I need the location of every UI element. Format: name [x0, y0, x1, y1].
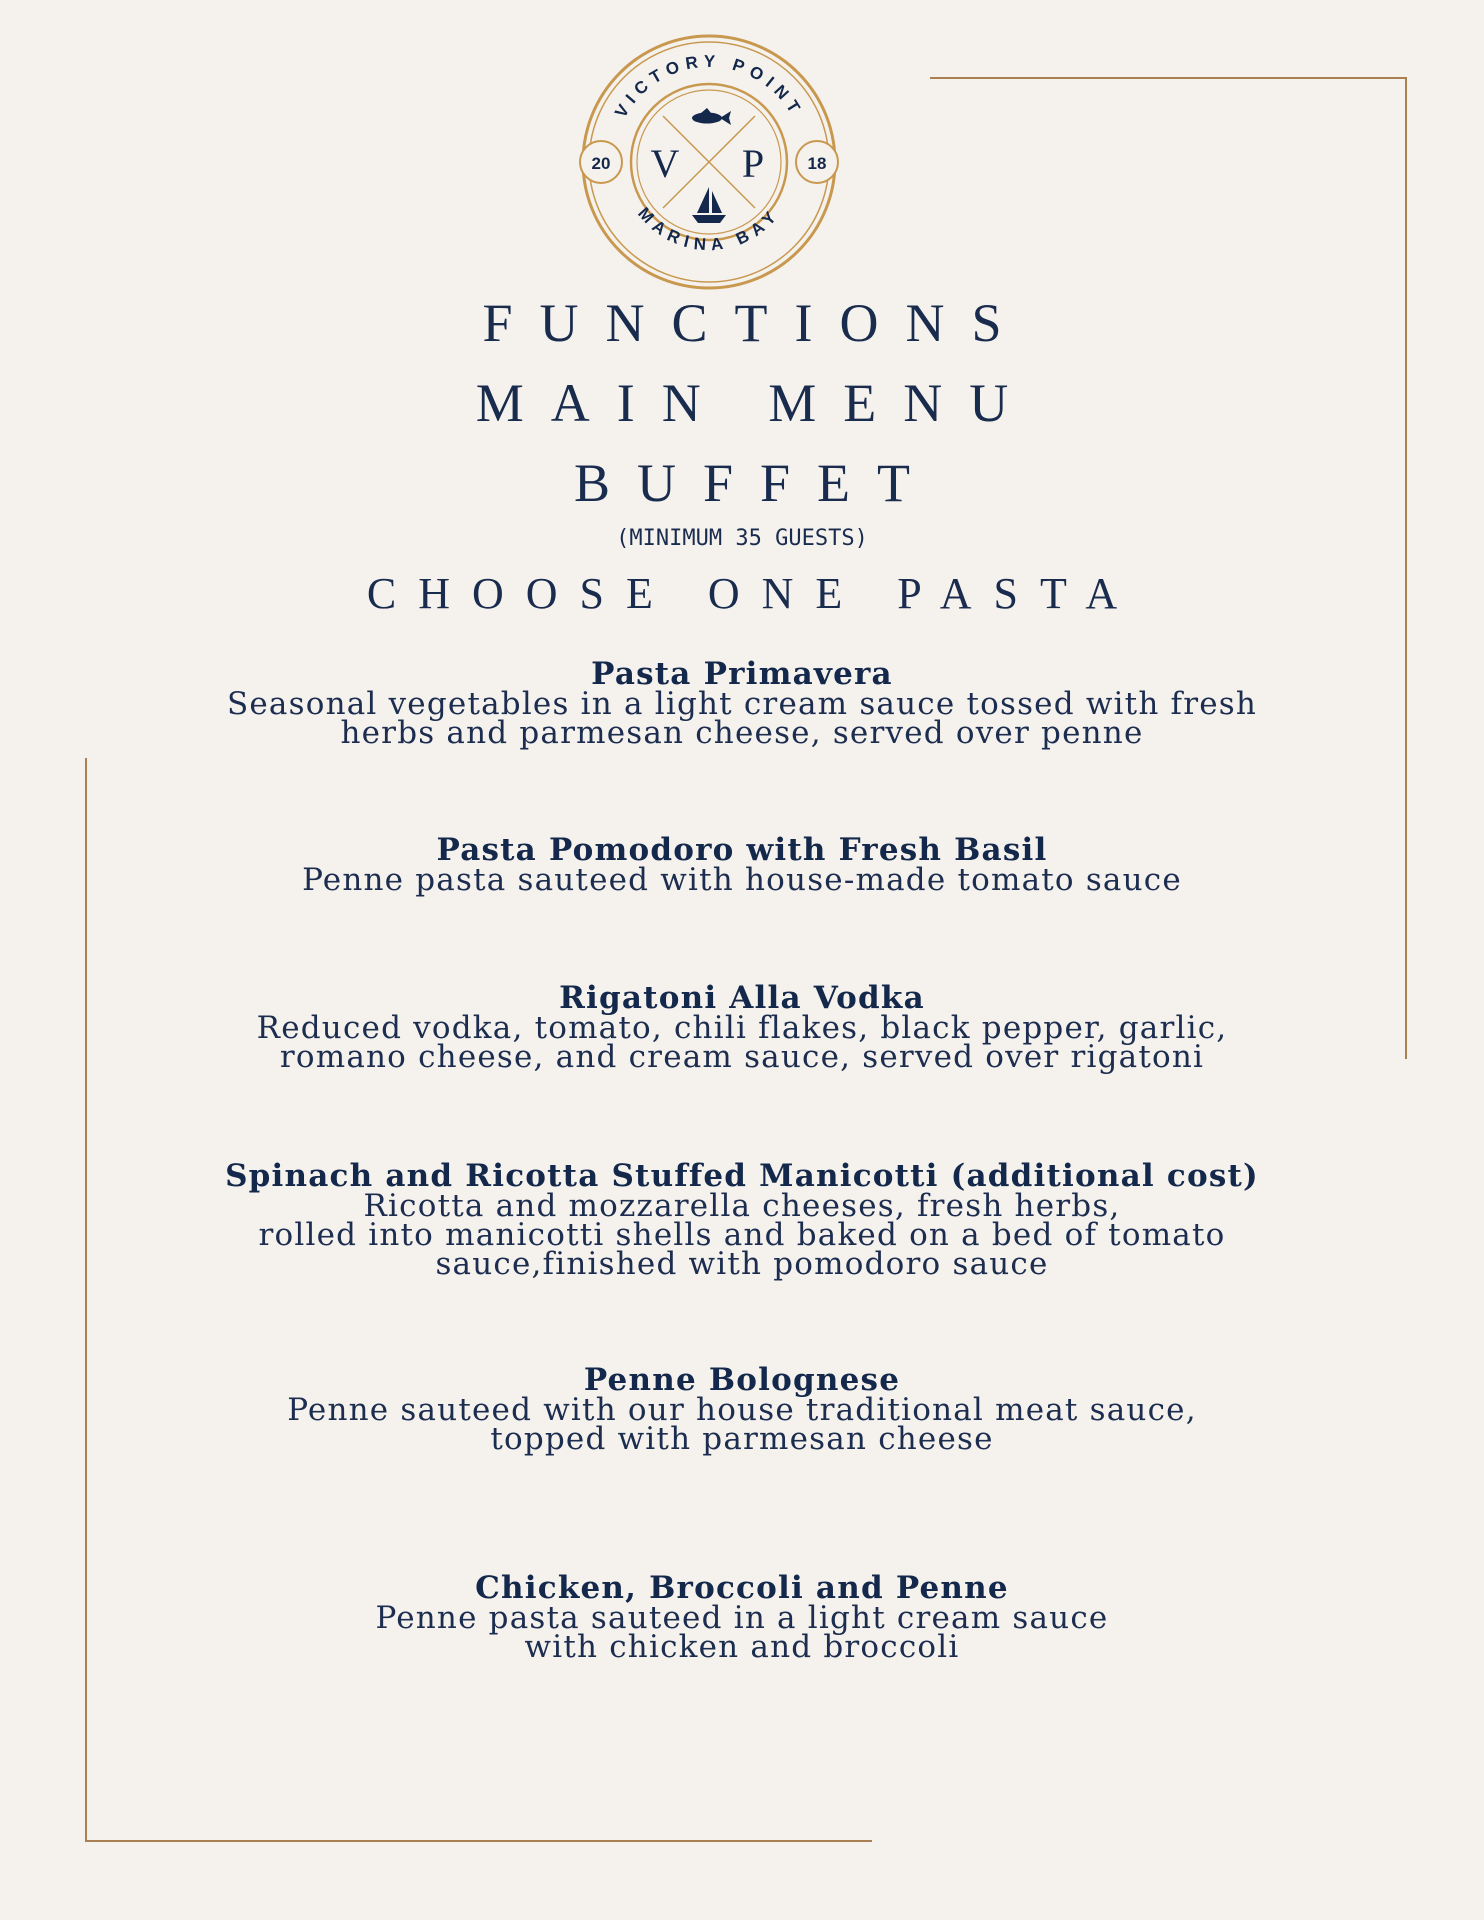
section-heading-choose-pasta: CHOOSE ONE PASTA — [366, 569, 1140, 618]
menu-item-description — [150, 686, 1334, 751]
fish-icon — [692, 108, 731, 125]
logo-year-right: 18 — [807, 154, 827, 173]
heading-functions: FUNCTIONS — [482, 293, 1029, 353]
menu-item-name: Pasta Pomodoro with Fresh Basil — [436, 832, 1048, 868]
logo-bottom-text: MARINA BAY — [634, 203, 784, 255]
menu-item-name: Spinach and Ricotta Stuffed Manicotti (additional cost) — [225, 1158, 1259, 1194]
menu-item-chicken-broccoli-penne — [150, 1570, 1334, 1665]
description-line: romano cheese, and cream sauce, served over rigatoni — [279, 1039, 1205, 1075]
frame-line-left — [85, 758, 87, 1840]
menu-item-name: Rigatoni Alla Vodka — [559, 980, 925, 1016]
description-line: herbs and parmesan cheese, served over penne — [340, 715, 1144, 751]
victory-point-logo — [579, 32, 839, 292]
logo-year-left: 20 — [591, 154, 611, 173]
description-line: with chicken and broccoli — [524, 1629, 960, 1665]
description-line: topped with parmesan cheese — [490, 1421, 994, 1457]
frame-line-bottom-left — [85, 1840, 872, 1842]
logo-monogram-v: V — [650, 141, 680, 186]
menu-item-pasta-pomodoro — [150, 832, 1334, 898]
menu-item-stuffed-manicotti — [150, 1158, 1334, 1282]
description-line: Reduced vodka, tomato, chili flakes, black pepper, garlic, — [256, 1010, 1228, 1046]
menu-item-name: Pasta Primavera — [591, 656, 893, 692]
menu-item-name: Penne Bolognese — [583, 1362, 901, 1398]
logo-monogram-p: P — [741, 141, 765, 186]
description-line: Penne pasta sauteed in a light cream sauce — [375, 1600, 1109, 1636]
description-line: rolled into manicotti shells and baked on a bed of tomato — [258, 1217, 1226, 1253]
description-line: sauce,finished with pomodoro sauce — [435, 1246, 1049, 1282]
menu-item-penne-bolognese — [150, 1362, 1334, 1457]
heading-main-menu: MAIN MENU — [475, 373, 1036, 433]
menu-item-description — [150, 1600, 1334, 1665]
description-line: Penne pasta sauteed with house-made tomato sauce — [302, 862, 1182, 898]
menu-item-name: Chicken, Broccoli and Penne — [475, 1570, 1009, 1606]
description-line: Ricotta and mozzarella cheeses, fresh herbs, — [363, 1188, 1121, 1224]
logo-top-text: VICTORY POINT — [611, 51, 807, 122]
description-line: Seasonal vegetables in a light cream sauce tossed with fresh — [226, 686, 1258, 722]
menu-item-rigatoni-alla-vodka — [150, 980, 1334, 1075]
description-line: Penne sauteed with our house traditional meat sauce, — [287, 1392, 1197, 1428]
menu-item-description — [150, 1392, 1334, 1457]
sailboat-icon — [692, 187, 726, 223]
minimum-guests-note: (MINIMUM 35 GUESTS) — [616, 526, 868, 551]
menu-item-pasta-primavera — [150, 656, 1334, 751]
menu-item-description — [150, 1188, 1334, 1282]
menu-item-description — [150, 862, 1334, 898]
menu-item-description — [150, 1010, 1334, 1075]
frame-line-top-right — [930, 77, 1406, 79]
heading-buffet: BUFFET — [573, 453, 938, 513]
